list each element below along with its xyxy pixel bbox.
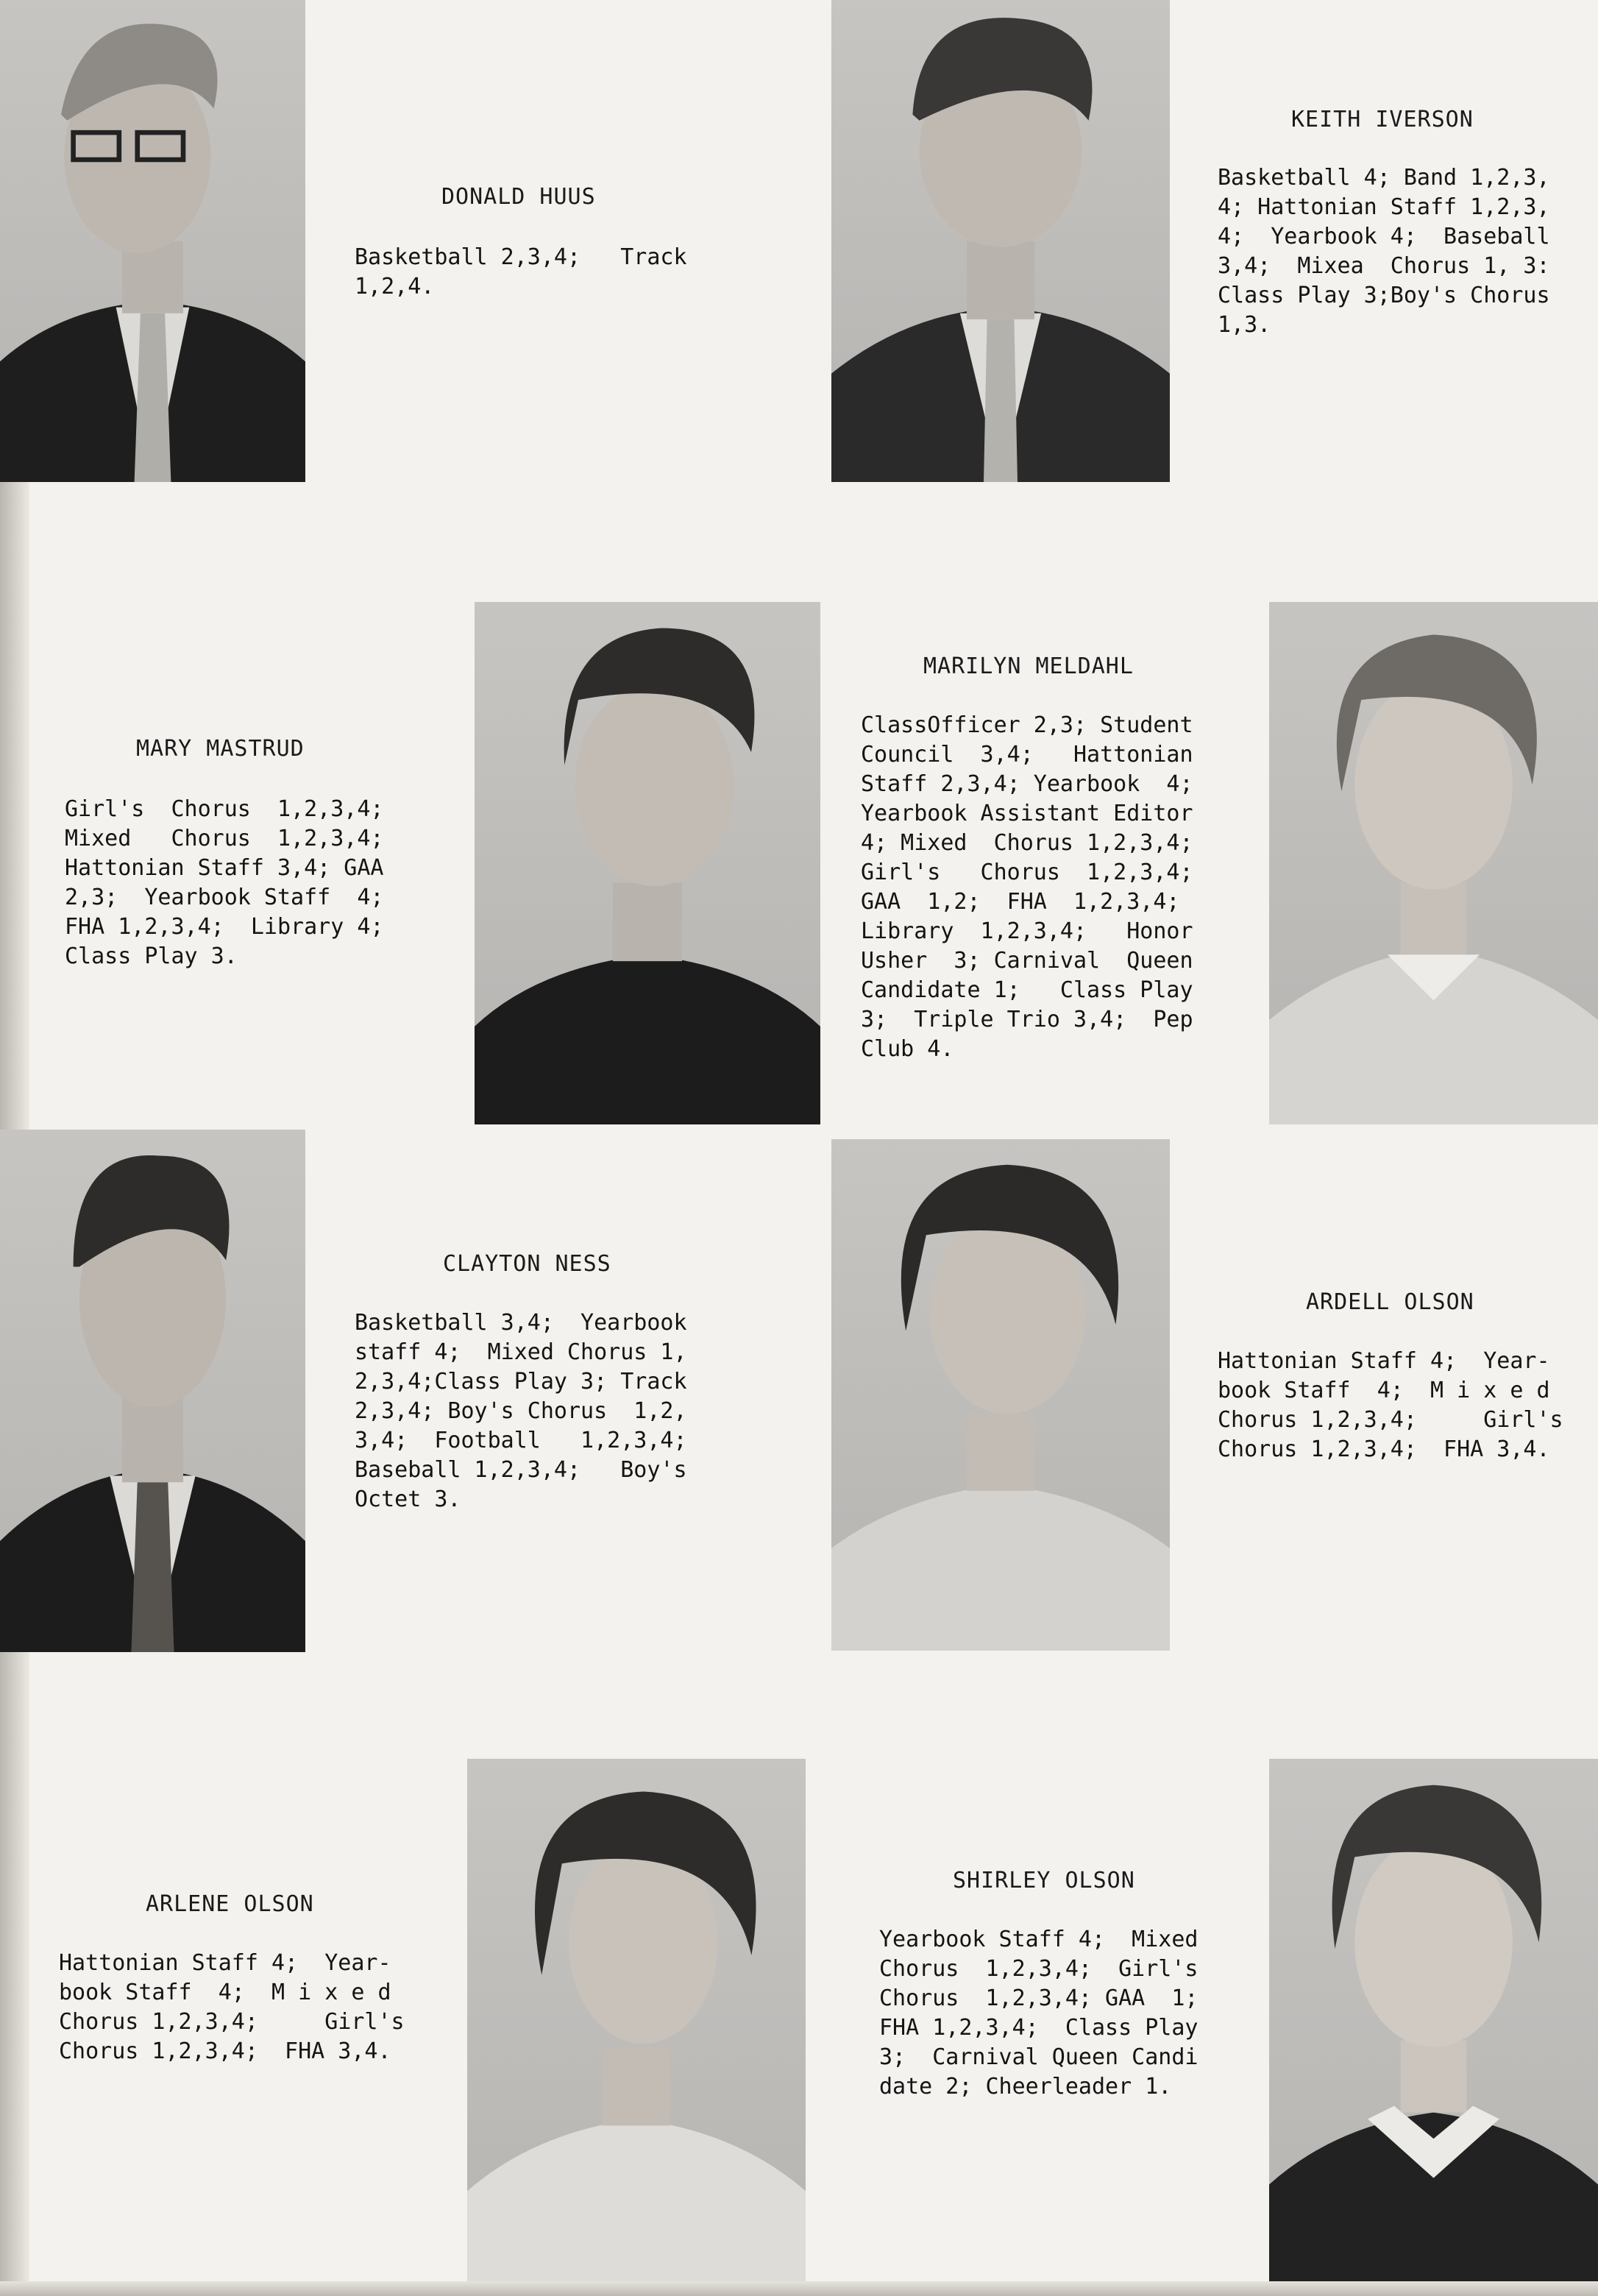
- activity-line: 2,3,4; Boy's Chorus 1,2,: [355, 1398, 687, 1424]
- student-name: ARDELL OLSON: [1306, 1289, 1474, 1315]
- activity-line: staff 4; Mixed Chorus 1,: [355, 1339, 687, 1365]
- portrait-photo-marilyn-meldahl: [1269, 602, 1598, 1124]
- student-name: DONALD HUUS: [441, 184, 596, 210]
- page-bottom-edge: [0, 2281, 1598, 2296]
- activity-line: Chorus 1,2,3,4; FHA 3,4.: [59, 2038, 391, 2064]
- activity-line: 4; Mixed Chorus 1,2,3,4;: [861, 830, 1193, 856]
- portrait-photo-arlene-olson: [467, 1759, 806, 2283]
- activity-line: Girl's Chorus 1,2,3,4;: [861, 860, 1193, 885]
- student-activities: [355, 1308, 687, 1514]
- activity-line: 4; Yearbook 4; Baseball: [1218, 224, 1550, 249]
- activity-line: Library 1,2,3,4; Honor: [861, 918, 1193, 944]
- activity-line: FHA 1,2,3,4; Class Play: [879, 2015, 1198, 2041]
- activity-line: 3,4; Mixea Chorus 1, 3:: [1218, 253, 1550, 279]
- activity-line: Basketball 3,4; Yearbook: [355, 1310, 687, 1336]
- activity-line: 1,3.: [1218, 312, 1271, 338]
- activity-line: 3; Triple Trio 3,4; Pep: [861, 1007, 1193, 1032]
- student-name: MARILYN MELDAHL: [923, 653, 1134, 679]
- activity-line: Class Play 3.: [65, 943, 238, 969]
- activity-line: Hattonian Staff 4; Year-: [59, 1950, 391, 1976]
- activity-line: Yearbook Assistant Editor: [861, 801, 1193, 826]
- student-name: SHIRLEY OLSON: [953, 1868, 1135, 1893]
- student-activities: [65, 795, 383, 971]
- activity-line: 1,2,4.: [355, 274, 435, 300]
- portrait-photo-mary-mastrud: [475, 602, 820, 1124]
- student-activities: [59, 1949, 405, 2066]
- activity-line: Baseball 1,2,3,4; Boy's: [355, 1457, 687, 1483]
- student-activities: [355, 243, 687, 302]
- activity-line: Chorus 1,2,3,4; FHA 3,4.: [1218, 1436, 1550, 1462]
- student-name: CLAYTON NESS: [443, 1251, 611, 1277]
- activity-line: book Staff 4; M i x e d: [1218, 1378, 1550, 1403]
- student-activities: [1218, 163, 1550, 340]
- student-name: ARLENE OLSON: [146, 1891, 314, 1917]
- student-activities: [1218, 1347, 1563, 1464]
- activity-line: Mixed Chorus 1,2,3,4;: [65, 826, 384, 851]
- activity-line: Girl's Chorus 1,2,3,4;: [65, 796, 384, 822]
- student-name: KEITH IVERSON: [1291, 107, 1474, 132]
- activity-line: 3,4; Football 1,2,3,4;: [355, 1428, 687, 1453]
- activity-line: Hattonian Staff 4; Year-: [1218, 1348, 1550, 1374]
- activity-line: ClassOfficer 2,3; Student: [861, 712, 1193, 738]
- student-activities: [879, 1925, 1198, 2102]
- portrait-photo-clayton-ness: [0, 1130, 305, 1652]
- activity-line: date 2; Cheerleader 1.: [879, 2074, 1172, 2100]
- portrait-photo-ardell-olson: [831, 1139, 1170, 1651]
- activity-line: 2,3; Yearbook Staff 4;: [65, 885, 384, 910]
- activity-line: FHA 1,2,3,4; Library 4;: [65, 914, 384, 940]
- activity-line: Club 4.: [861, 1036, 954, 1062]
- activity-line: 2,3,4;Class Play 3; Track: [355, 1369, 687, 1395]
- portrait-photo-donald-huus: [0, 0, 305, 482]
- activity-line: Class Play 3;Boy's Chorus: [1218, 283, 1550, 308]
- activity-line: Yearbook Staff 4; Mixed: [879, 1927, 1198, 1952]
- activity-line: Chorus 1,2,3,4; Girl's: [59, 2009, 405, 2035]
- portrait-photo-keith-iverson: [831, 0, 1170, 482]
- activity-line: Hattonian Staff 3,4; GAA: [65, 855, 384, 881]
- activity-line: Usher 3; Carnival Queen: [861, 948, 1193, 974]
- portrait-photo-shirley-olson: [1269, 1759, 1598, 2283]
- activity-line: Octet 3.: [355, 1487, 461, 1512]
- activity-line: Council 3,4; Hattonian: [861, 742, 1193, 768]
- activity-line: 4; Hattonian Staff 1,2,3,: [1218, 194, 1550, 220]
- activity-line: Chorus 1,2,3,4; Girl's: [879, 1956, 1198, 1982]
- activity-line: Basketball 4; Band 1,2,3,: [1218, 165, 1550, 191]
- activity-line: Chorus 1,2,3,4; Girl's: [1218, 1407, 1563, 1433]
- activity-line: Candidate 1; Class Play: [861, 977, 1193, 1003]
- activity-line: Staff 2,3,4; Yearbook 4;: [861, 771, 1193, 797]
- activity-line: book Staff 4; M i x e d: [59, 1980, 391, 2005]
- activity-line: 3; Carnival Queen Candi: [879, 2044, 1198, 2070]
- student-name: MARY MASTRUD: [136, 736, 305, 762]
- activity-line: GAA 1,2; FHA 1,2,3,4;: [861, 889, 1180, 915]
- activity-line: Chorus 1,2,3,4; GAA 1;: [879, 1985, 1198, 2011]
- activity-line: Basketball 2,3,4; Track: [355, 244, 687, 270]
- student-activities: [861, 711, 1193, 1064]
